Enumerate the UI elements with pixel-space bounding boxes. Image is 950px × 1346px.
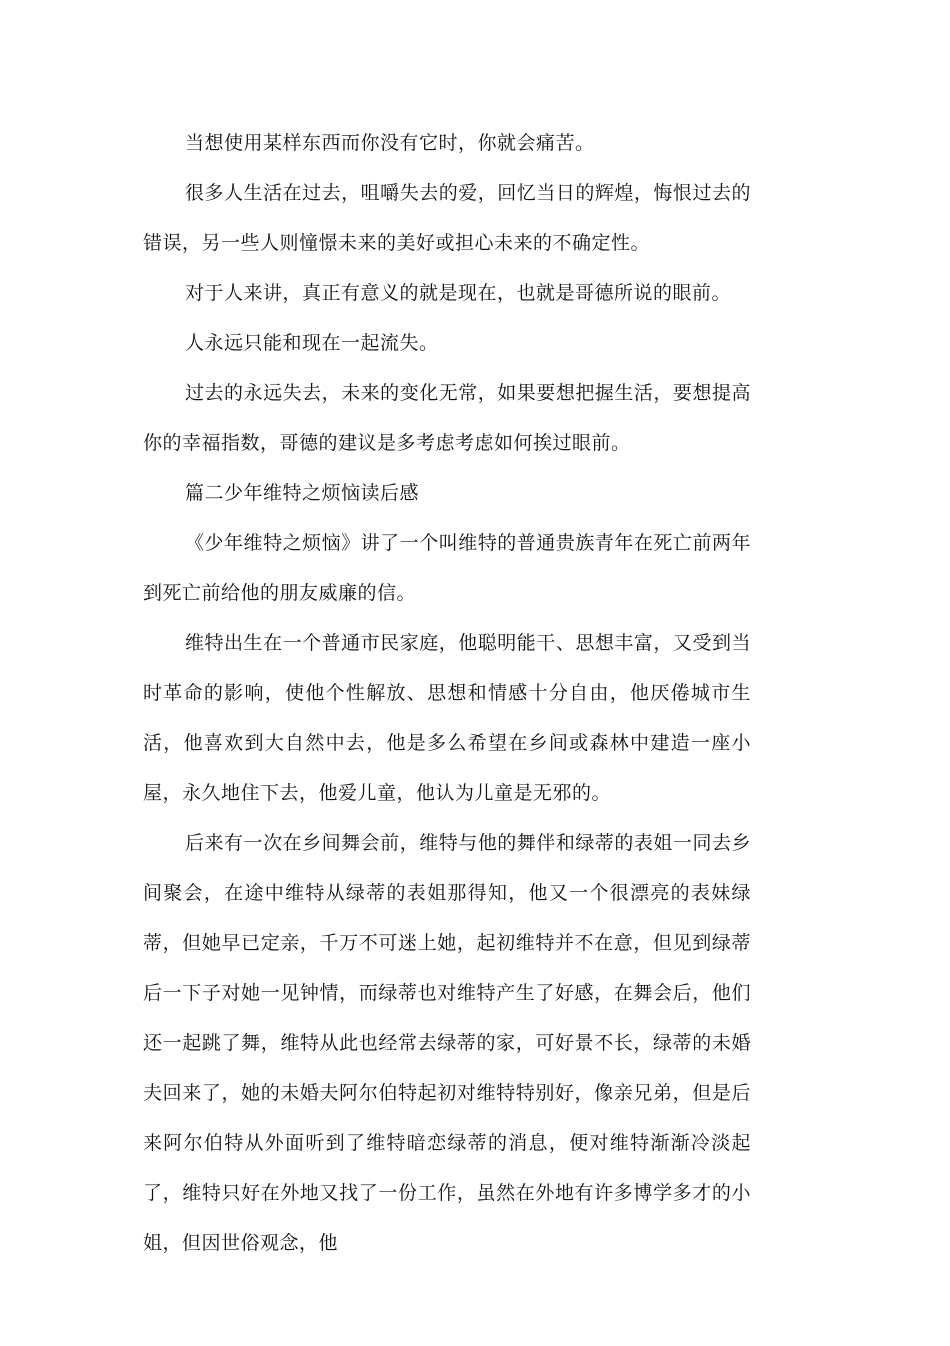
paragraph-9: 后来有一次在乡间舞会前，维特与他的舞伴和绿蒂的表姐一同去乡间聚会，在途中维特从绿蒂的表姐那得知，他又一个很漂亮的表妹绿蒂，但她早已定亲，千万不可迷上她，起初维特并不在意，但见到绿蒂后一下子对她一见钟情，而绿蒂也对维特产生了好感，在舞会后，他们还一起跳了舞，维特从此也经常去绿蒂的家，可好景不长，绿蒂的未婚夫回来了，她的未婚夫阿尔伯特起初对维特特别好，像亲兄弟，但是后来阿尔伯特从外面听到了维特暗恋绿蒂的消息，便对维特渐渐冷淡起了，维特只好在外地又找了一份工作，虽然在外地有许多博学多才的小姐，但因世俗观念，他 [143,832,751,1254]
paragraph-3: 对于人来讲，真正有意义的就是现在，也就是哥德所说的眼前。 [185,282,732,304]
paragraph-2: 很多人生活在过去，咀嚼失去的爱，回忆当日的辉煌，悔恨过去的错误，另一些人则憧憬未来的美好或担心未来的不确定性。 [143,182,751,254]
paragraph-1: 当想使用某样东西而你没有它时，你就会痛苦。 [185,132,595,154]
document-body [143,118,751,1268]
paragraph-5: 过去的永远失去，未来的变化无常，如果要想把握生活，要想提高你的幸福指数，哥德的建议是多考虑考虑如何挨过眼前。 [143,382,751,454]
section-heading: 篇二少年维特之烦恼读后感 [185,482,420,504]
paragraph-7: 《少年维特之烦恼》讲了一个叫维特的普通贵族青年在死亡前两年到死亡前给他的朋友威廉的信。 [143,532,751,604]
paragraph-8: 维特出生在一个普通市民家庭，他聪明能干、思想丰富，又受到当时革命的影响，使他个性解放、思想和情感十分自由，他厌倦城市生活，他喜欢到大自然中去，他是多么希望在乡间或森林中建造一座小屋，永久地住下去，他爱儿童，他认为儿童是无邪的。 [143,632,751,804]
paragraph-4: 人永远只能和现在一起流失。 [185,332,439,354]
